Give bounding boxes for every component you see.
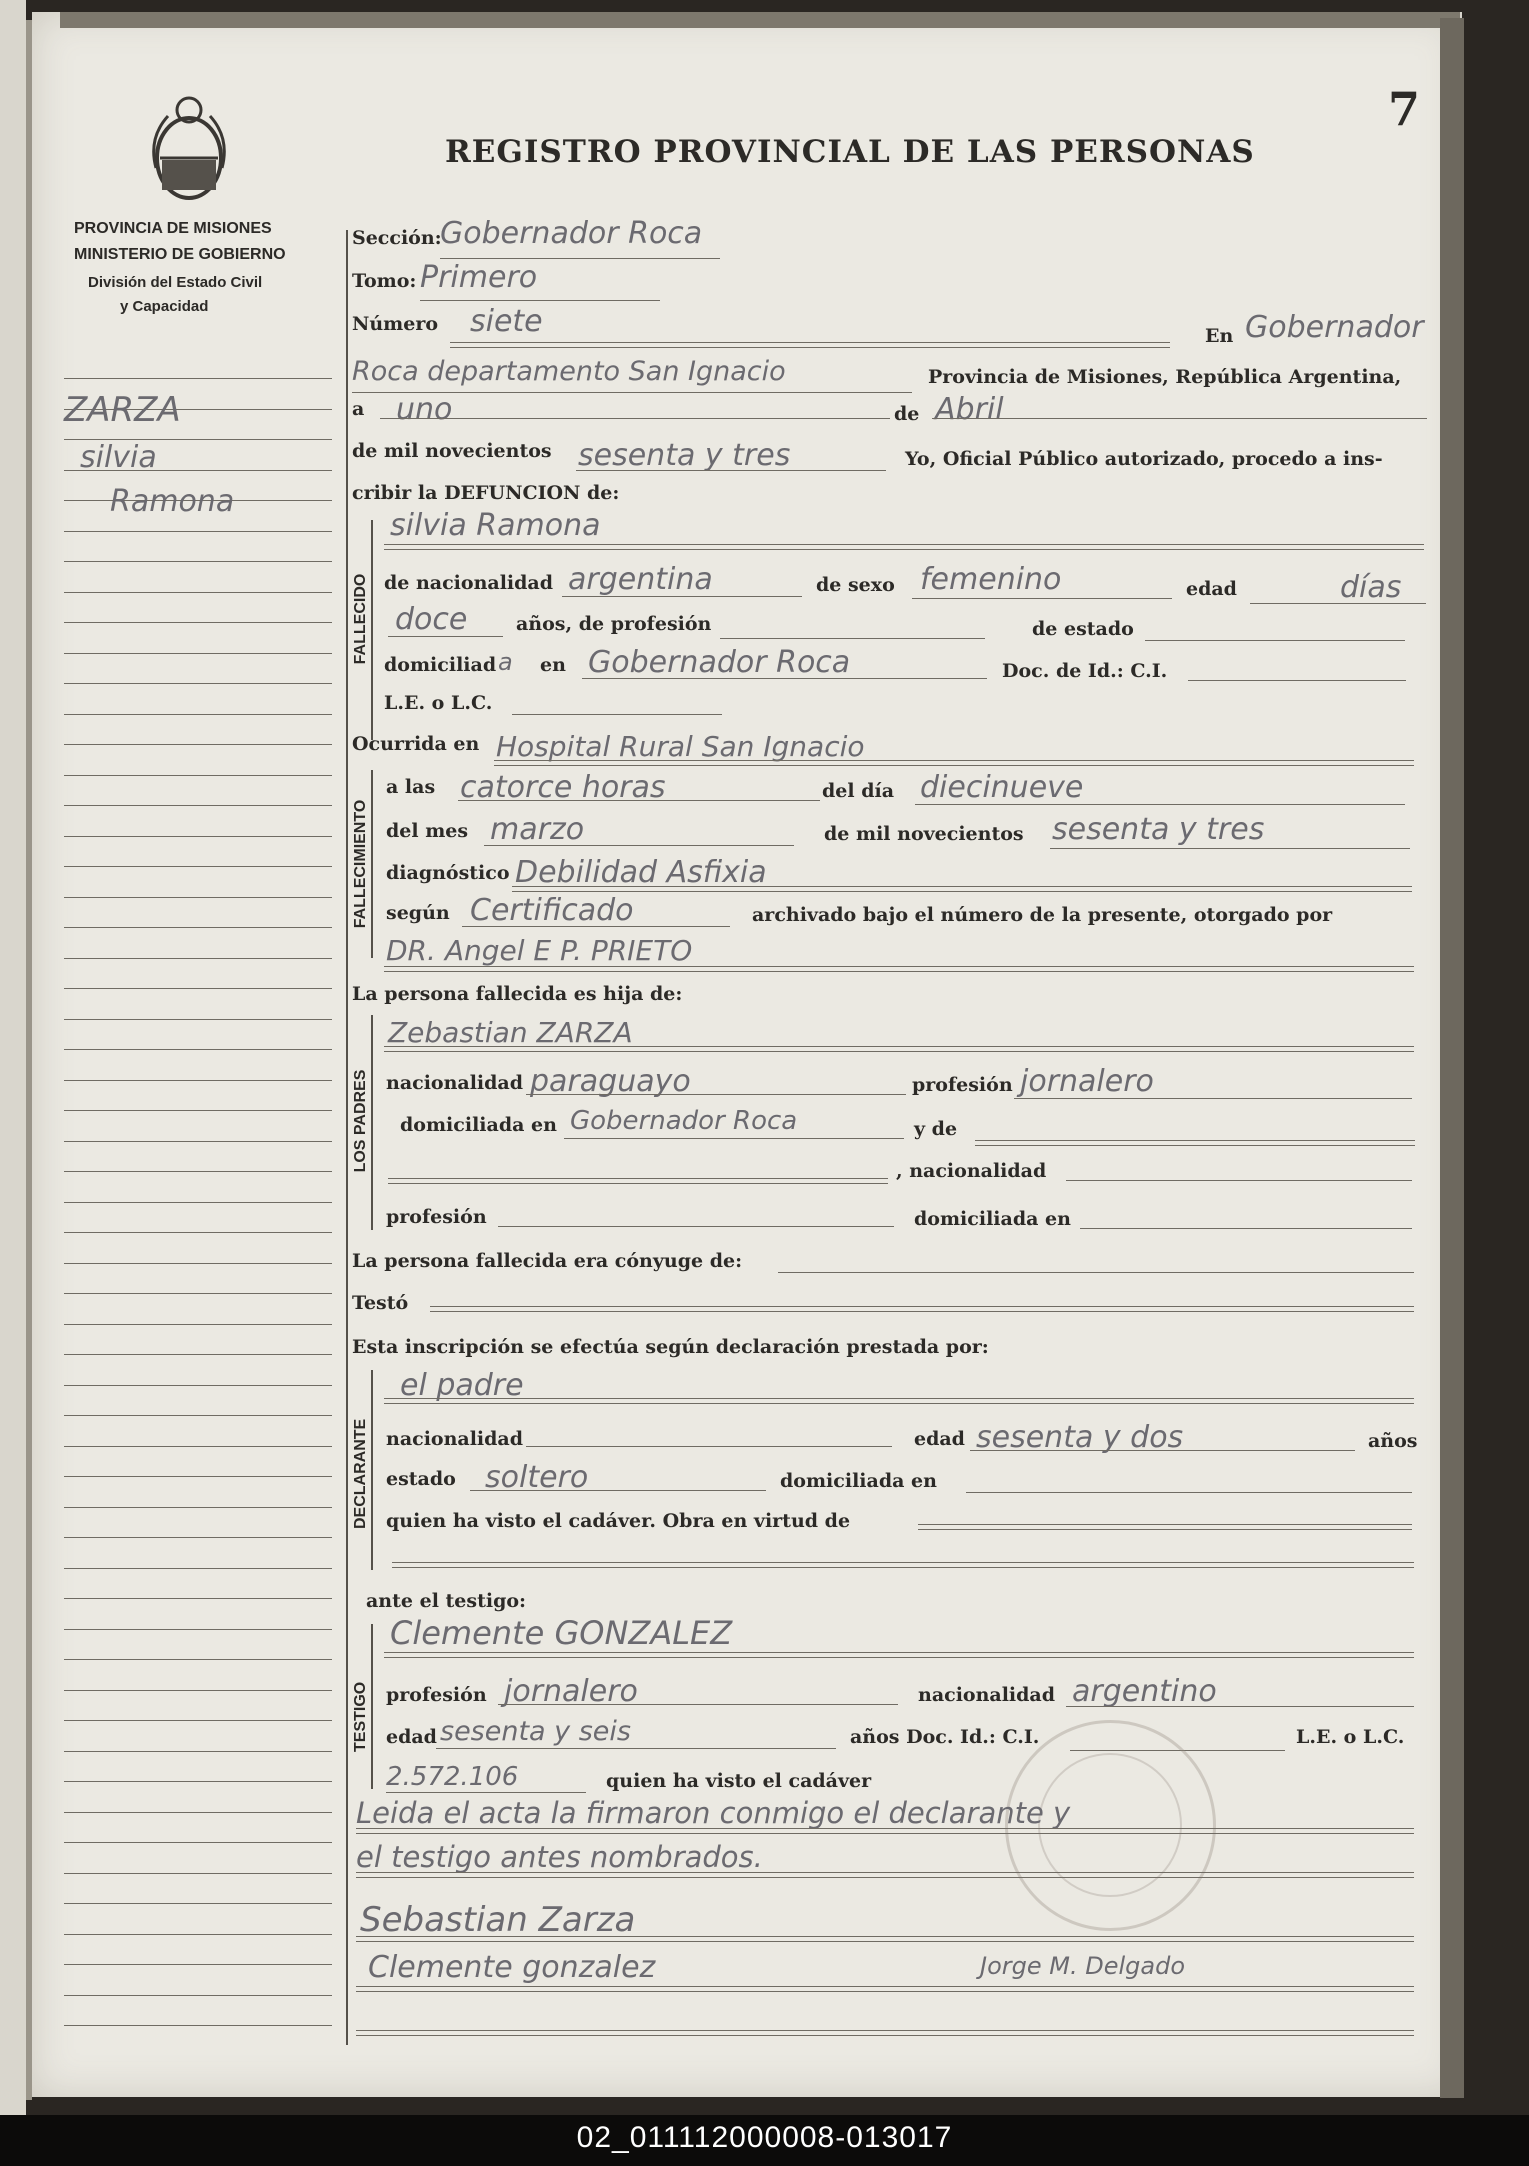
- margin-rule: [64, 1934, 332, 1935]
- quien-cadaver2-label: quien ha visto el cadáver: [606, 1770, 872, 1792]
- margin-rule: [64, 1141, 332, 1142]
- testigo-doc-underline: [386, 1792, 586, 1793]
- en-label: En: [1205, 325, 1234, 347]
- testigo-profesion-value: jornalero: [504, 1674, 638, 1709]
- nota-underline-2: [356, 1872, 1414, 1873]
- madre-domicilio-underline: [1080, 1228, 1412, 1229]
- margin-rule: [64, 1903, 332, 1904]
- margin-rule: [64, 531, 332, 532]
- segun-value: Certificado: [470, 893, 634, 928]
- seccion-value: Gobernador Roca: [440, 216, 703, 251]
- firma-testigo: Clemente gonzalez: [368, 1950, 656, 1985]
- testigo-edad-value: sesenta y seis: [440, 1716, 631, 1747]
- mes-underline: [932, 418, 1427, 419]
- anio-underline: [576, 470, 886, 471]
- testigo-edad-underline: [436, 1748, 836, 1749]
- ante-testigo-label: ante el testigo:: [366, 1590, 527, 1612]
- margin-rule: [64, 592, 332, 593]
- fallecimiento-bracket: [371, 770, 373, 958]
- nombre-value: silvia Ramona: [390, 508, 601, 543]
- madre-nacionalidad-underline: [1066, 1180, 1412, 1181]
- edad-value: doce: [395, 602, 468, 637]
- margin-rule: [64, 1568, 332, 1569]
- margin-rule: [64, 378, 332, 379]
- anio-value: sesenta y tres: [578, 438, 791, 473]
- hija-de-label: La persona fallecida es hija de:: [352, 983, 683, 1005]
- archivado-label: archivado bajo el número de la presente, otorgado por: [752, 904, 1333, 926]
- edad-underline: [1250, 603, 1426, 604]
- margin-rule: [64, 836, 332, 837]
- nota-line-1: Leida el acta la firmaron conmigo el declarante y: [356, 1796, 1071, 1830]
- lugar-value: Hospital Rural San Ignacio: [496, 730, 865, 763]
- del-mes-label: del mes: [386, 820, 469, 842]
- padre-nacionalidad-label: nacionalidad: [386, 1072, 524, 1094]
- testigo-doc-value: 2.572.106: [386, 1762, 519, 1792]
- testigo-nacionalidad-value: argentino: [1072, 1674, 1217, 1709]
- padre-profesion-value: jornalero: [1020, 1064, 1154, 1099]
- le-lc-underline: [512, 714, 722, 715]
- a-las-label: a las: [386, 776, 436, 798]
- obra-underline-2: [392, 1562, 1414, 1563]
- page-right-edge: [1440, 18, 1464, 2098]
- margin-rule: [64, 1629, 332, 1630]
- margin-rule: [64, 1873, 332, 1874]
- margin-rule: [64, 1232, 332, 1233]
- margin-rule: [64, 1720, 332, 1721]
- margin-rule: [64, 1385, 332, 1386]
- quien-cadaver-label: quien ha visto el cadáver. Obra en virtud de: [386, 1510, 851, 1532]
- cribir-label: cribir la DEFUNCION de:: [352, 482, 620, 504]
- padre-domicilio-label: domiciliada en: [400, 1114, 557, 1136]
- margin-rule: [64, 1293, 332, 1294]
- dia-underline: [380, 418, 890, 419]
- testigo-profesion-underline: [498, 1704, 898, 1705]
- domicilio-value: Gobernador Roca: [588, 645, 851, 680]
- en-place-value-2: Roca departamento San Ignacio: [352, 356, 786, 387]
- en-place-value: Gobernador: [1245, 310, 1424, 345]
- lugar-underline: [494, 760, 1414, 761]
- conyuge-label: La persona fallecida era cónyuge de:: [352, 1250, 743, 1272]
- header-division: División del Estado Civil: [88, 274, 263, 291]
- y-de-label: y de: [914, 1118, 958, 1140]
- numero-label: Número: [352, 313, 439, 335]
- testo-label: Testó: [352, 1292, 409, 1314]
- margin-rule: [64, 2025, 332, 2026]
- margin-rule: [64, 1507, 332, 1508]
- testigo-underline: [384, 1652, 1414, 1653]
- margin-rule: [64, 1049, 332, 1050]
- de-mil-nov-label: de mil novecientos: [824, 823, 1024, 845]
- margin-rule: [64, 866, 332, 867]
- edad-dias-value: días: [1340, 570, 1402, 605]
- tomo-label: Tomo:: [352, 270, 417, 292]
- padre-profesion-label: profesión: [912, 1074, 1013, 1096]
- margin-rule: [64, 1964, 332, 1965]
- testigo-nacionalidad-underline: [1066, 1706, 1414, 1707]
- margin-rule: [64, 805, 332, 806]
- mes-fallec-value: marzo: [490, 812, 585, 847]
- dia-fallec-underline: [915, 804, 1405, 805]
- declarante-edad-underline: [970, 1450, 1355, 1451]
- margin-rule: [64, 1598, 332, 1599]
- testo-underline: [430, 1306, 1414, 1307]
- testigo-edad-label: edad: [386, 1726, 437, 1748]
- padre-domicilio-value: Gobernador Roca: [570, 1106, 798, 1136]
- margin-rule: [64, 683, 332, 684]
- diagnostico-underline: [512, 886, 1412, 887]
- margin-rule: [64, 1781, 332, 1782]
- madre-underline: [975, 1140, 1415, 1141]
- mes-value: Abril: [935, 392, 1004, 427]
- section-fallecido: FALLECIDO: [352, 573, 369, 665]
- margin-rule: [64, 1446, 332, 1447]
- oficial-label: Yo, Oficial Público autorizado, procedo a ins-: [905, 448, 1383, 470]
- a-label: a: [352, 398, 365, 420]
- margin-name1: silvia: [80, 440, 157, 475]
- margin-rule: [64, 897, 332, 898]
- declarante-domicilio-underline: [966, 1492, 1412, 1493]
- margin-surname: ZARZA: [64, 390, 181, 430]
- padre-nacionalidad-underline: [526, 1094, 906, 1095]
- padre-domicilio-underline: [564, 1138, 904, 1139]
- margin-rule: [64, 1812, 332, 1813]
- sexo-label: de sexo: [816, 574, 895, 596]
- doc-id-label: Doc. de Id.: C.I.: [1002, 660, 1168, 682]
- margin-rule: [64, 988, 332, 989]
- margin-rule: [64, 1690, 332, 1691]
- conyuge-underline: [778, 1272, 1414, 1273]
- edad-label: edad: [1186, 578, 1237, 600]
- sexo-value: femenino: [920, 562, 1062, 597]
- dia-fallec-value: diecinueve: [920, 770, 1084, 805]
- numero-underline: [450, 342, 1170, 343]
- declarante-underline: [384, 1398, 1414, 1399]
- anio-fallec-value: sesenta y tres: [1052, 812, 1265, 847]
- le-lc-label: L.E. o L.C.: [384, 692, 493, 714]
- margin-rule: [64, 1842, 332, 1843]
- dia-value: uno: [396, 392, 453, 427]
- declarante-edad-value: sesenta y dos: [976, 1420, 1184, 1455]
- provincia-label: Provincia de Misiones, República Argentina,: [928, 366, 1402, 388]
- nacionalidad-label: de nacionalidad: [384, 572, 554, 594]
- declaracion-label: Esta inscripción se efectúa según declaración prestada por:: [352, 1336, 989, 1358]
- margin-rule: [64, 1476, 332, 1477]
- nacionalidad-value: argentina: [568, 562, 713, 597]
- padre-nacionalidad-value: paraguayo: [530, 1064, 691, 1099]
- declarante-estado-underline: [470, 1490, 766, 1491]
- testigo-le-lc-label: L.E. o L.C.: [1296, 1726, 1405, 1748]
- anio-fallec-underline: [1050, 848, 1410, 849]
- padre-profesion-underline: [1014, 1098, 1412, 1099]
- estado-underline: [1145, 640, 1405, 641]
- hora-underline: [458, 800, 820, 801]
- testigo-nacionalidad-label: nacionalidad: [918, 1684, 1056, 1706]
- margin-rule: [64, 1995, 332, 1996]
- firma-underline-1: [356, 1936, 1414, 1937]
- nacionalidad-underline: [562, 596, 802, 597]
- de-mil-label: de mil novecientos: [352, 440, 552, 462]
- page-top-edge: [60, 12, 1460, 28]
- margin-rule: [64, 1659, 332, 1660]
- numero-value: siete: [470, 304, 543, 339]
- padre-underline: [384, 1046, 1414, 1047]
- section-padres: LOS PADRES: [352, 1069, 369, 1173]
- seccion-label: Sección:: [352, 227, 442, 249]
- declarante-nacionalidad-label: nacionalidad: [386, 1428, 524, 1450]
- mes-fallec-underline: [484, 845, 794, 846]
- fallecido-bracket: [371, 520, 373, 740]
- page-title: REGISTRO PROVINCIAL DE LAS PERSONAS: [445, 134, 1255, 170]
- sexo-underline: [912, 598, 1172, 599]
- firma-underline-3: [356, 2030, 1414, 2031]
- margin-rule: [64, 1537, 332, 1538]
- coat-of-arms-icon: [148, 88, 230, 206]
- nota-line-2: el testigo antes nombrados.: [356, 1840, 763, 1874]
- declarante-estado-value: soltero: [485, 1460, 589, 1495]
- margin-rule: [64, 1263, 332, 1264]
- header-capacity: y Capacidad: [120, 298, 209, 315]
- margin-rule: [64, 1202, 332, 1203]
- declarante-estado-label: estado: [386, 1468, 456, 1490]
- firma-declarante: Sebastian Zarza: [360, 1900, 636, 1940]
- madre-domicilio-label: domiciliada en: [914, 1208, 1071, 1230]
- margin-rule: [64, 1415, 332, 1416]
- obra-underline: [918, 1524, 1412, 1525]
- declarante-nacionalidad-underline: [526, 1446, 892, 1447]
- margin-rule: [64, 622, 332, 623]
- declarante-domicilio-label: domiciliada en: [780, 1470, 937, 1492]
- margin-rule: [64, 1354, 332, 1355]
- testigo-doc-label: años Doc. Id.: C.I.: [850, 1726, 1040, 1748]
- domiciliado-suffix: a: [498, 648, 513, 676]
- seccion-underline: [440, 258, 720, 259]
- nombre-underline: [384, 544, 1424, 545]
- diagnostico-label: diagnóstico: [386, 862, 510, 884]
- profesion-label: años, de profesión: [516, 613, 712, 635]
- book-left-page: [0, 0, 26, 2115]
- declarante-edad-label: edad: [914, 1428, 965, 1450]
- footer-file-id: 02_011112000008-013017: [576, 2121, 953, 2154]
- margin-rule: [64, 1324, 332, 1325]
- declarante-value: el padre: [400, 1368, 524, 1403]
- margin-rule: [64, 561, 332, 562]
- de-label: de: [894, 403, 920, 425]
- tomo-underline: [420, 300, 660, 301]
- header-province: PROVINCIA DE MISIONES: [74, 220, 272, 237]
- firma-underline-2: [356, 1986, 1414, 1987]
- margin-divider: [346, 230, 348, 2045]
- margin-rule: [64, 653, 332, 654]
- medico-value: DR. Angel E P. PRIETO: [386, 934, 693, 967]
- testigo-profesion-label: profesión: [386, 1684, 487, 1706]
- margin-rule: [64, 1171, 332, 1172]
- estado-label: de estado: [1032, 618, 1134, 640]
- diagnostico-value: Debilidad Asfixia: [515, 855, 767, 890]
- margin-rule: [64, 714, 332, 715]
- nota-underline-1: [356, 1828, 1414, 1829]
- margin-rule: [64, 958, 332, 959]
- header-ministry: MINISTERIO DE GOBIERNO: [74, 246, 286, 263]
- hora-value: catorce horas: [460, 770, 666, 805]
- margin-rule: [64, 1019, 332, 1020]
- tomo-value: Primero: [420, 260, 538, 295]
- del-dia-label: del día: [822, 780, 895, 802]
- firma-oficial: Jorge M. Delgado: [980, 1952, 1185, 1980]
- declarante-bracket: [371, 1370, 373, 1570]
- doc-id-underline: [1188, 680, 1406, 681]
- page-number: 7: [1388, 82, 1421, 136]
- section-declarante: DECLARANTE: [352, 1418, 369, 1529]
- margin-rule: [64, 1080, 332, 1081]
- madre-profesion-label: profesión: [386, 1206, 487, 1228]
- testigo-value: Clemente GONZALEZ: [390, 1614, 733, 1652]
- madre-name-underline: [388, 1178, 888, 1179]
- margin-rule: [64, 1751, 332, 1752]
- padre-value: Zebastian ZARZA: [388, 1016, 633, 1049]
- margin-rule: [64, 775, 332, 776]
- section-testigo: TESTIGO: [352, 1681, 369, 1752]
- margin-rule: [64, 927, 332, 928]
- domicilio-en-label: en: [540, 654, 566, 676]
- section-fallecimiento: FALLECIMIENTO: [352, 799, 369, 929]
- domicilio-underline: [582, 678, 987, 679]
- medico-underline: [384, 966, 1414, 967]
- padres-bracket: [371, 1015, 373, 1230]
- margin-name2: Ramona: [110, 484, 235, 519]
- edad-anos-underline: [388, 636, 503, 637]
- domiciliado-label: domiciliad: [384, 654, 497, 676]
- declarante-anos-label: años: [1368, 1430, 1418, 1452]
- margin-rule: [64, 1110, 332, 1111]
- profesion-underline: [720, 638, 985, 639]
- madre-profesion-underline: [498, 1226, 894, 1227]
- madre-nacionalidad-label: , nacionalidad: [896, 1160, 1047, 1182]
- margin-rule: [64, 744, 332, 745]
- segun-underline: [462, 926, 730, 927]
- segun-label: según: [386, 902, 450, 924]
- testigo-bracket: [371, 1624, 373, 1789]
- ocurrida-label: Ocurrida en: [352, 733, 480, 755]
